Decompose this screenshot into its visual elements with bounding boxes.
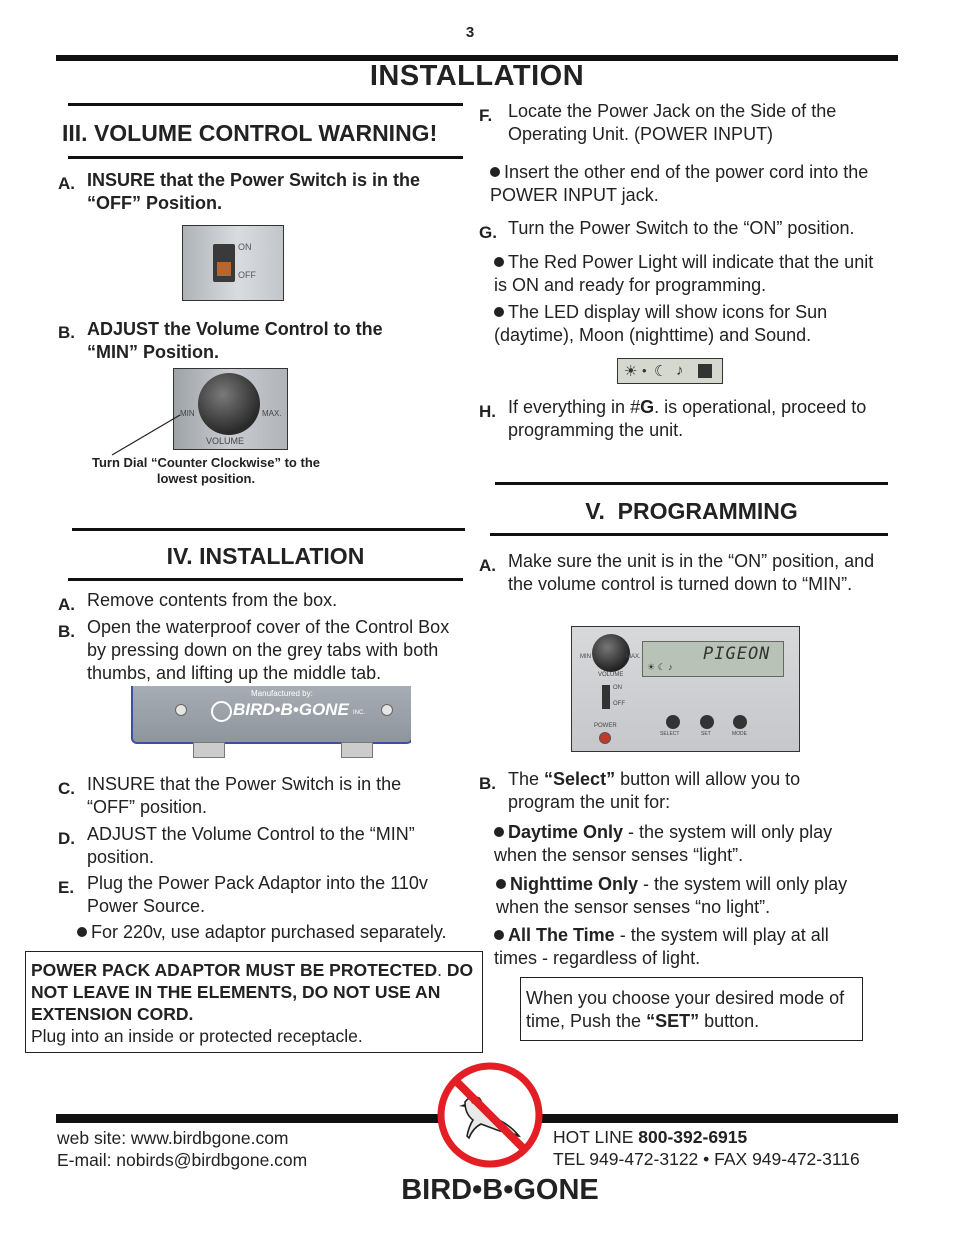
unit-select-label: SELECT bbox=[660, 731, 680, 737]
no-bird-logo-icon bbox=[435, 1060, 545, 1170]
box-brand-suffix: INC. bbox=[353, 710, 365, 716]
unit-power-light bbox=[599, 732, 611, 744]
box-tab-right bbox=[341, 742, 373, 758]
install-d-text: ADJUST the Volume Control to the “MIN” position. bbox=[87, 824, 415, 867]
bullet-icon bbox=[494, 930, 504, 940]
step-g-bullet-1: The Red Power Light will indicate that the unit is ON and ready for programming. bbox=[494, 252, 874, 295]
switch-off-label: OFF bbox=[238, 270, 256, 280]
unit-select-button bbox=[666, 715, 680, 729]
install-e-bullet: For 220v, use adaptor purchased separately. bbox=[77, 921, 467, 944]
section5-heading: V. PROGRAMMING bbox=[585, 498, 798, 524]
bullet-icon bbox=[494, 307, 504, 317]
install-letter-a: A. bbox=[58, 595, 76, 614]
install-e-text: Plug the Power Pack Adaptor into the 110v Power Source. bbox=[87, 873, 428, 916]
dial-max-label: MAX. bbox=[262, 409, 282, 418]
footer-rule-left bbox=[56, 1114, 444, 1123]
set-note-text: When you choose your desired mode of time, Push the “SET” button. bbox=[526, 988, 845, 1031]
mode-all-time: All The Time - the system will play at all times - regardless of light. bbox=[494, 925, 829, 968]
mode-daytime: Daytime Only - the system will only play when the sensor senses “light”. bbox=[494, 822, 833, 865]
step-letter-g: G. bbox=[479, 223, 497, 242]
step-f-bullet: Insert the other end of the power cord into the POWER INPUT jack. bbox=[490, 162, 869, 205]
unit-dial-knob bbox=[592, 634, 630, 672]
bullet-icon bbox=[496, 879, 506, 889]
unit-mode-label: MODE bbox=[732, 731, 747, 737]
section4-heading: IV. INSTALLATION bbox=[166, 543, 365, 569]
prog-letter-b: B. bbox=[479, 774, 497, 793]
unit-mode-button bbox=[733, 715, 747, 729]
unit-set-label: SET bbox=[701, 731, 711, 737]
page-title: INSTALLATION bbox=[369, 60, 585, 92]
switch-toggle bbox=[217, 262, 231, 276]
box-screw-left bbox=[175, 704, 187, 716]
unit-max-label: MAX. bbox=[626, 654, 641, 660]
prog-a-text: Make sure the unit is in the “ON” position, and the volume control is turned down to “MIN”. bbox=[508, 551, 875, 594]
section4-top-rule bbox=[72, 528, 465, 531]
step-f-text: Locate the Power Jack on the Side of the Operating Unit. (POWER INPUT) bbox=[508, 101, 837, 144]
footer-tel-fax: TEL 949-472-3122 • FAX 949-472-3116 bbox=[553, 1149, 860, 1169]
footer-website[interactable]: web site: www.birdbgone.com bbox=[57, 1128, 289, 1148]
switch-on-label: ON bbox=[238, 242, 252, 252]
dial-min-label: MIN bbox=[180, 409, 195, 418]
dot-separator-icon: • bbox=[642, 363, 647, 378]
step-letter-h: H. bbox=[479, 402, 497, 421]
unit-lcd-screen bbox=[642, 641, 784, 677]
footer-hotline: HOT LINE 800-392-6915 bbox=[553, 1127, 748, 1147]
footer-brand: BIRD•B•GONE bbox=[401, 1174, 599, 1206]
bullet-icon bbox=[494, 827, 504, 837]
bullet-icon bbox=[490, 167, 500, 177]
speaker-icon: ♪ bbox=[676, 362, 684, 379]
section3-bottom-rule bbox=[68, 156, 463, 159]
install-letter-d: D. bbox=[58, 829, 76, 848]
box-brand: BIRD•B•GONE bbox=[233, 700, 349, 719]
sun-icon: ☀ bbox=[624, 363, 638, 380]
unit-switch bbox=[602, 685, 610, 709]
section3-heading: III. VOLUME CONTROL WARNING! bbox=[62, 120, 438, 146]
operating-unit-photo bbox=[571, 626, 800, 752]
warning-box bbox=[25, 951, 483, 1053]
install-c-text: INSURE that the Power Switch is in the “OFF” position. bbox=[87, 774, 402, 817]
led-display-photo bbox=[617, 358, 723, 384]
power-switch-photo bbox=[182, 225, 284, 301]
footer-rule-right bbox=[538, 1114, 898, 1123]
step-letter-f: F. bbox=[479, 106, 493, 125]
step-g-bullet-2: The LED display will show icons for Sun (daytime), Moon (nighttime) and Sound. bbox=[494, 302, 828, 345]
section5-top-rule bbox=[495, 482, 888, 485]
set-note-box bbox=[520, 977, 863, 1041]
moon-icon: ☾ bbox=[654, 363, 668, 380]
install-letter-e: E. bbox=[58, 878, 75, 897]
box-screw-right bbox=[381, 704, 393, 716]
prog-letter-a: A. bbox=[479, 556, 497, 575]
install-letter-c: C. bbox=[58, 779, 76, 798]
dial-knob bbox=[198, 373, 260, 435]
box-tab-left bbox=[193, 742, 225, 758]
prog-b-text: The “Select” button will allow you to program the unit for: bbox=[508, 769, 801, 812]
unit-min-label: MIN bbox=[580, 654, 591, 660]
unit-power-label: POWER bbox=[594, 723, 617, 729]
section3-top-rule bbox=[68, 103, 463, 106]
box-brand-icon bbox=[211, 701, 232, 722]
box-manufactured-by: Manufactured by: bbox=[251, 689, 313, 698]
section4-bottom-rule bbox=[68, 578, 463, 581]
dial-volume-label: VOLUME bbox=[206, 436, 245, 446]
page-number: 3 bbox=[465, 24, 475, 41]
install-a-text: Remove contents from the box. bbox=[87, 590, 338, 610]
unit-set-button bbox=[700, 715, 714, 729]
bullet-icon bbox=[77, 927, 87, 937]
control-box-photo bbox=[131, 686, 411, 762]
step-g-text: Turn the Power Switch to the “ON” position. bbox=[508, 218, 855, 238]
warning-text: POWER PACK ADAPTOR MUST BE PROTECTED. DO NOT LEAVE IN THE ELEMENTS, DO NOT USE AN EXTENSION CORD. Plug into an inside or protected receptacle. bbox=[31, 960, 474, 1046]
unit-volume-label: VOLUME bbox=[598, 672, 624, 678]
unit-on-label: ON bbox=[613, 685, 622, 691]
unit-off-label: OFF bbox=[613, 701, 625, 707]
unit-lcd-text: PIGEON bbox=[703, 644, 771, 664]
step-letter-a: A. bbox=[58, 174, 76, 193]
mode-nighttime: Nighttime Only - the system will only play when the sensor senses “no light”. bbox=[496, 874, 848, 917]
battery-icon bbox=[698, 364, 712, 378]
install-b-text: Open the waterproof cover of the Control Box by pressing down on the grey tabs with both thumbs, and lifting up the middle tab. bbox=[87, 617, 450, 683]
step-b-text: ADJUST the Volume Control to the “MIN” Position. bbox=[87, 319, 383, 362]
step-a-text: INSURE that the Power Switch is in the “OFF” Position. bbox=[87, 170, 421, 213]
dial-caption: Turn Dial “Counter Clockwise” to the lowest position. bbox=[91, 455, 320, 486]
caption-pointer-line bbox=[110, 410, 190, 460]
step-h-text: If everything in #G. is operational, proceed to programming the unit. bbox=[508, 397, 867, 440]
bullet-icon bbox=[494, 257, 504, 267]
step-letter-b: B. bbox=[58, 323, 76, 342]
section5-bottom-rule bbox=[490, 533, 888, 536]
install-letter-b: B. bbox=[58, 622, 76, 641]
volume-dial-photo bbox=[173, 368, 288, 450]
unit-lcd-icons: ☀ ☾ ♪ bbox=[647, 662, 673, 672]
footer-email[interactable]: E-mail: nobirds@birdbgone.com bbox=[57, 1150, 308, 1170]
